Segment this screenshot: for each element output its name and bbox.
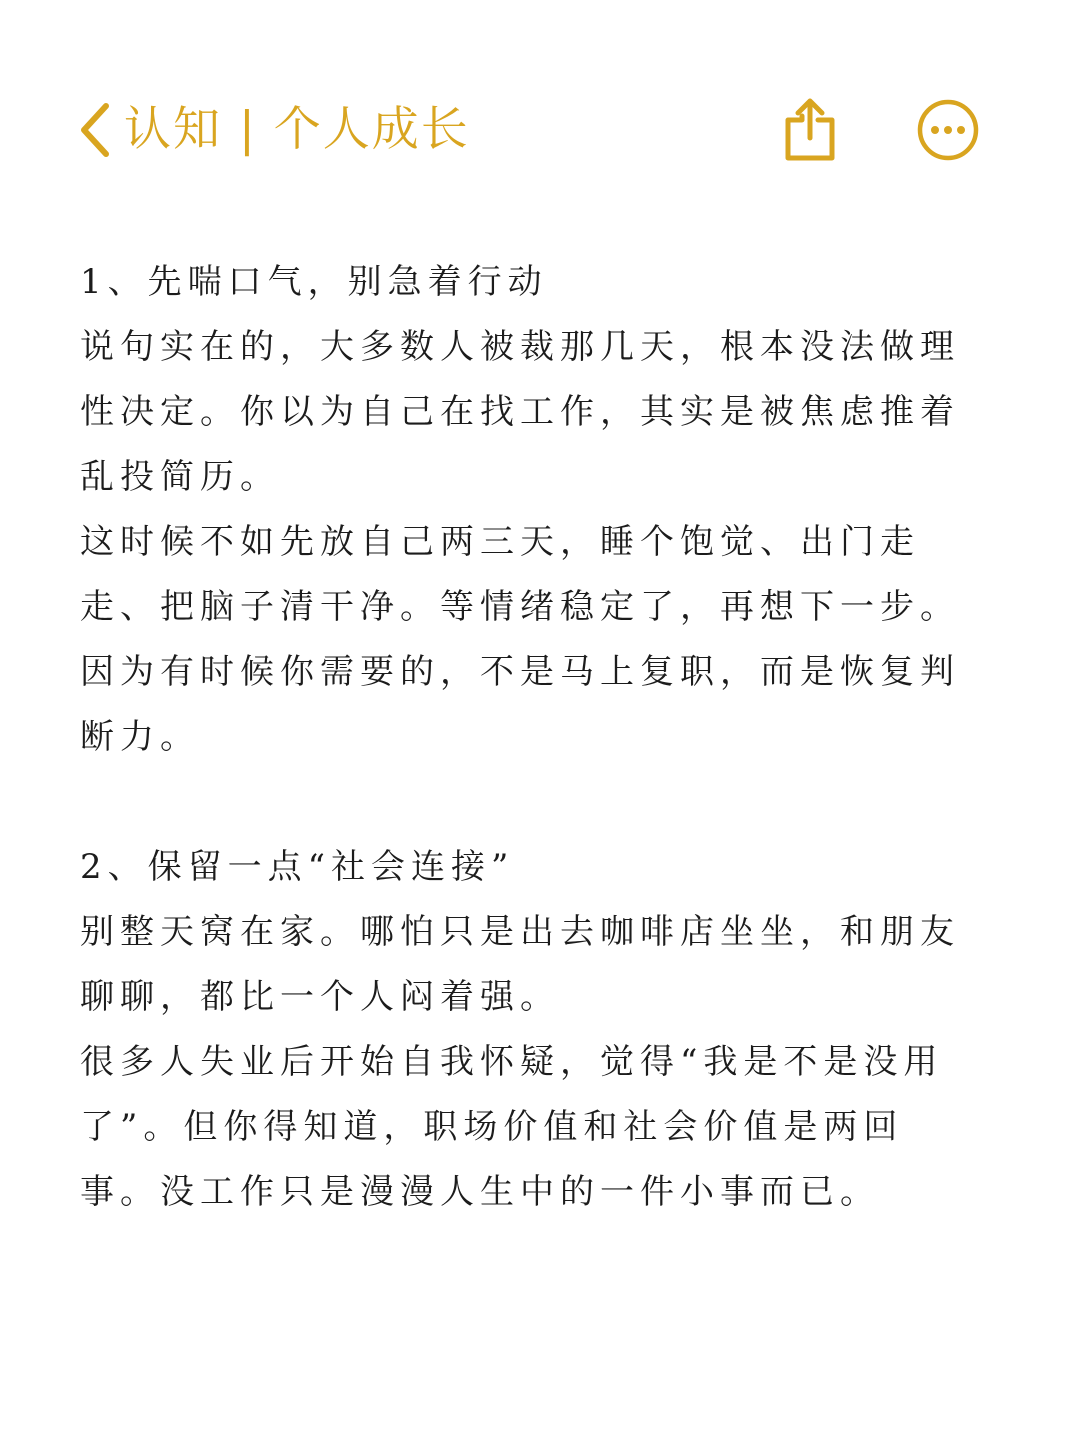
note-section-1 — [80, 250, 980, 770]
paragraph-line: 这时候不如先放自己两三天，睡个饱觉、出门走 — [80, 522, 920, 562]
paragraph-line: 别整天窝在家。哪怕只是出去咖啡店坐坐，和朋友 — [80, 912, 960, 952]
paragraph-line: 走、把脑子清干净。等情绪稳定了，再想下一步。 — [80, 587, 960, 627]
nav-bar — [0, 90, 1080, 170]
paragraph-line: 了”。但你得知道，职场价值和社会价值是两回 — [80, 1107, 904, 1147]
paragraph-line: 乱投简历。 — [80, 457, 280, 497]
more-icon — [914, 96, 982, 164]
paragraph-line: 很多人失业后开始自我怀疑，觉得“我是不是没用 — [80, 1042, 944, 1082]
paragraph-line: 说句实在的，大多数人被裁那几天，根本没法做理 — [80, 327, 960, 367]
section-heading: 2、保留一点“社会连接” — [80, 847, 515, 887]
more-button[interactable] — [914, 96, 982, 164]
paragraph-line: 因为有时候你需要的，不是马上复职，而是恢复判 — [80, 652, 960, 692]
chevron-left-icon — [74, 100, 118, 160]
share-button[interactable] — [780, 94, 840, 164]
share-icon — [780, 94, 840, 164]
paragraph-line: 事。没工作只是漫漫人生中的一件小事而已。 — [80, 1172, 880, 1212]
note-section-2 — [80, 835, 980, 1225]
section-heading: 1、先喘口气，别急着行动 — [80, 262, 548, 302]
page-title[interactable]: 认知 | 个人成长 — [124, 102, 470, 157]
paragraph-line: 断力。 — [80, 717, 200, 757]
back-button[interactable] — [74, 100, 118, 160]
paragraph-line: 聊聊，都比一个人闷着强。 — [80, 977, 560, 1017]
paragraph-line: 性决定。你以为自己在找工作，其实是被焦虑推着 — [80, 392, 960, 432]
note-body[interactable] — [80, 250, 980, 1225]
